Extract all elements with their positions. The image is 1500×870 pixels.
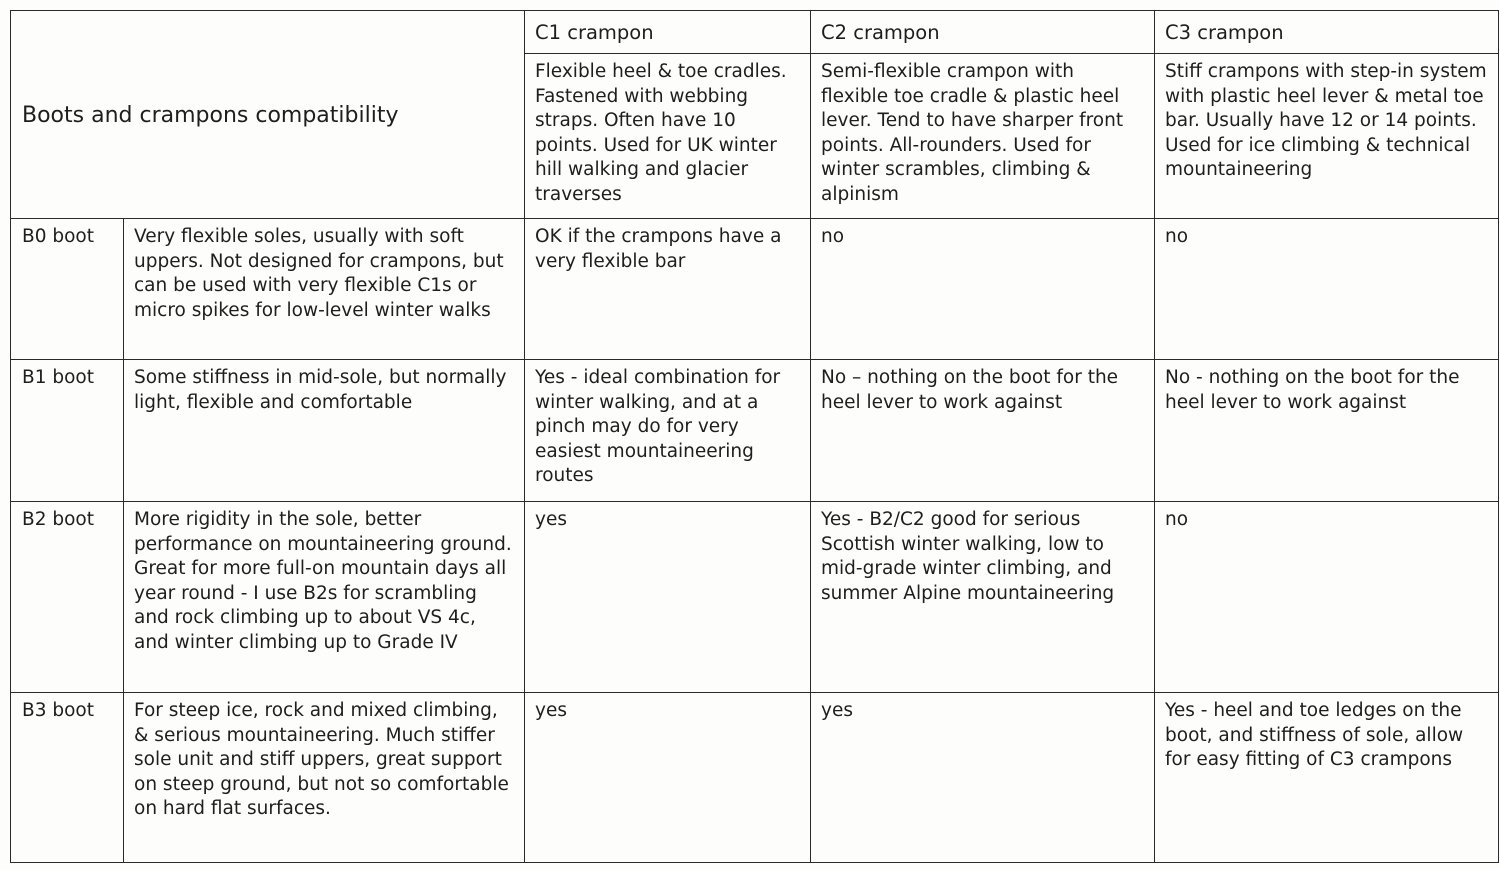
table-title: Boots and crampons compatibility [11, 11, 525, 219]
b2-c3-compatibility: no [1155, 502, 1499, 693]
b2-c1-compatibility: yes [525, 502, 811, 693]
boot-b1-name: B1 boot [11, 360, 124, 502]
compatibility-table [10, 10, 1499, 863]
table-row-b2 [11, 502, 1499, 693]
header-row [11, 11, 1499, 54]
table-row-b1 [11, 360, 1499, 502]
boot-b3-description: For steep ice, rock and mixed climbing, & serious mountaineering. Much stiffer sole unit and stiff uppers, great support on steep ground, but not so comfortable on hard flat surfaces. [124, 693, 525, 863]
boot-b2-name: B2 boot [11, 502, 124, 693]
b2-c2-compatibility: Yes - B2/C2 good for serious Scottish winter walking, low to mid-grade winter climbing, and summer Alpine mountaineering [811, 502, 1155, 693]
crampon-c2-name: C2 crampon [811, 11, 1155, 54]
b0-c1-compatibility: OK if the crampons have a very flexible bar [525, 219, 811, 360]
crampon-c3-description: Stiff crampons with step-in system with plastic heel lever & metal toe bar. Usually have 12 or 14 points. Used for ice climbing & technical mountaineering [1155, 54, 1499, 219]
b3-c2-compatibility: yes [811, 693, 1155, 863]
boot-b1-description: Some stiffness in mid-sole, but normally light, flexible and comfortable [124, 360, 525, 502]
table-row-b0 [11, 219, 1499, 360]
b3-c1-compatibility: yes [525, 693, 811, 863]
b0-c2-compatibility: no [811, 219, 1155, 360]
boot-b0-description: Very flexible soles, usually with soft uppers. Not designed for crampons, but can be used with very flexible C1s or micro spikes for low-level winter walks [124, 219, 525, 360]
boot-b0-name: B0 boot [11, 219, 124, 360]
crampon-c1-name: C1 crampon [525, 11, 811, 54]
table-row-b3 [11, 693, 1499, 863]
b3-c3-compatibility: Yes - heel and toe ledges on the boot, and stiffness of sole, allow for easy fitting of C3 crampons [1155, 693, 1499, 863]
b1-c3-compatibility: No - nothing on the boot for the heel lever to work against [1155, 360, 1499, 502]
b1-c2-compatibility: No – nothing on the boot for the heel lever to work against [811, 360, 1155, 502]
crampon-c1-description: Flexible heel & toe cradles. Fastened with webbing straps. Often have 10 points. Used for UK winter hill walking and glacier traverses [525, 54, 811, 219]
boot-b3-name: B3 boot [11, 693, 124, 863]
boot-b2-description: More rigidity in the sole, better performance on mountaineering ground. Great for more full-on mountain days all year round - I use B2s for scrambling and rock climbing up to about VS 4c, and winter climbing up to Grade IV [124, 502, 525, 693]
b0-c3-compatibility: no [1155, 219, 1499, 360]
b1-c1-compatibility: Yes - ideal combination for winter walking, and at a pinch may do for very easiest mountaineering routes [525, 360, 811, 502]
crampon-c3-name: C3 crampon [1155, 11, 1499, 54]
crampon-c2-description: Semi-flexible crampon with flexible toe cradle & plastic heel lever. Tend to have sharper front points. All-rounders. Used for winter scrambles, climbing & alpinism [811, 54, 1155, 219]
